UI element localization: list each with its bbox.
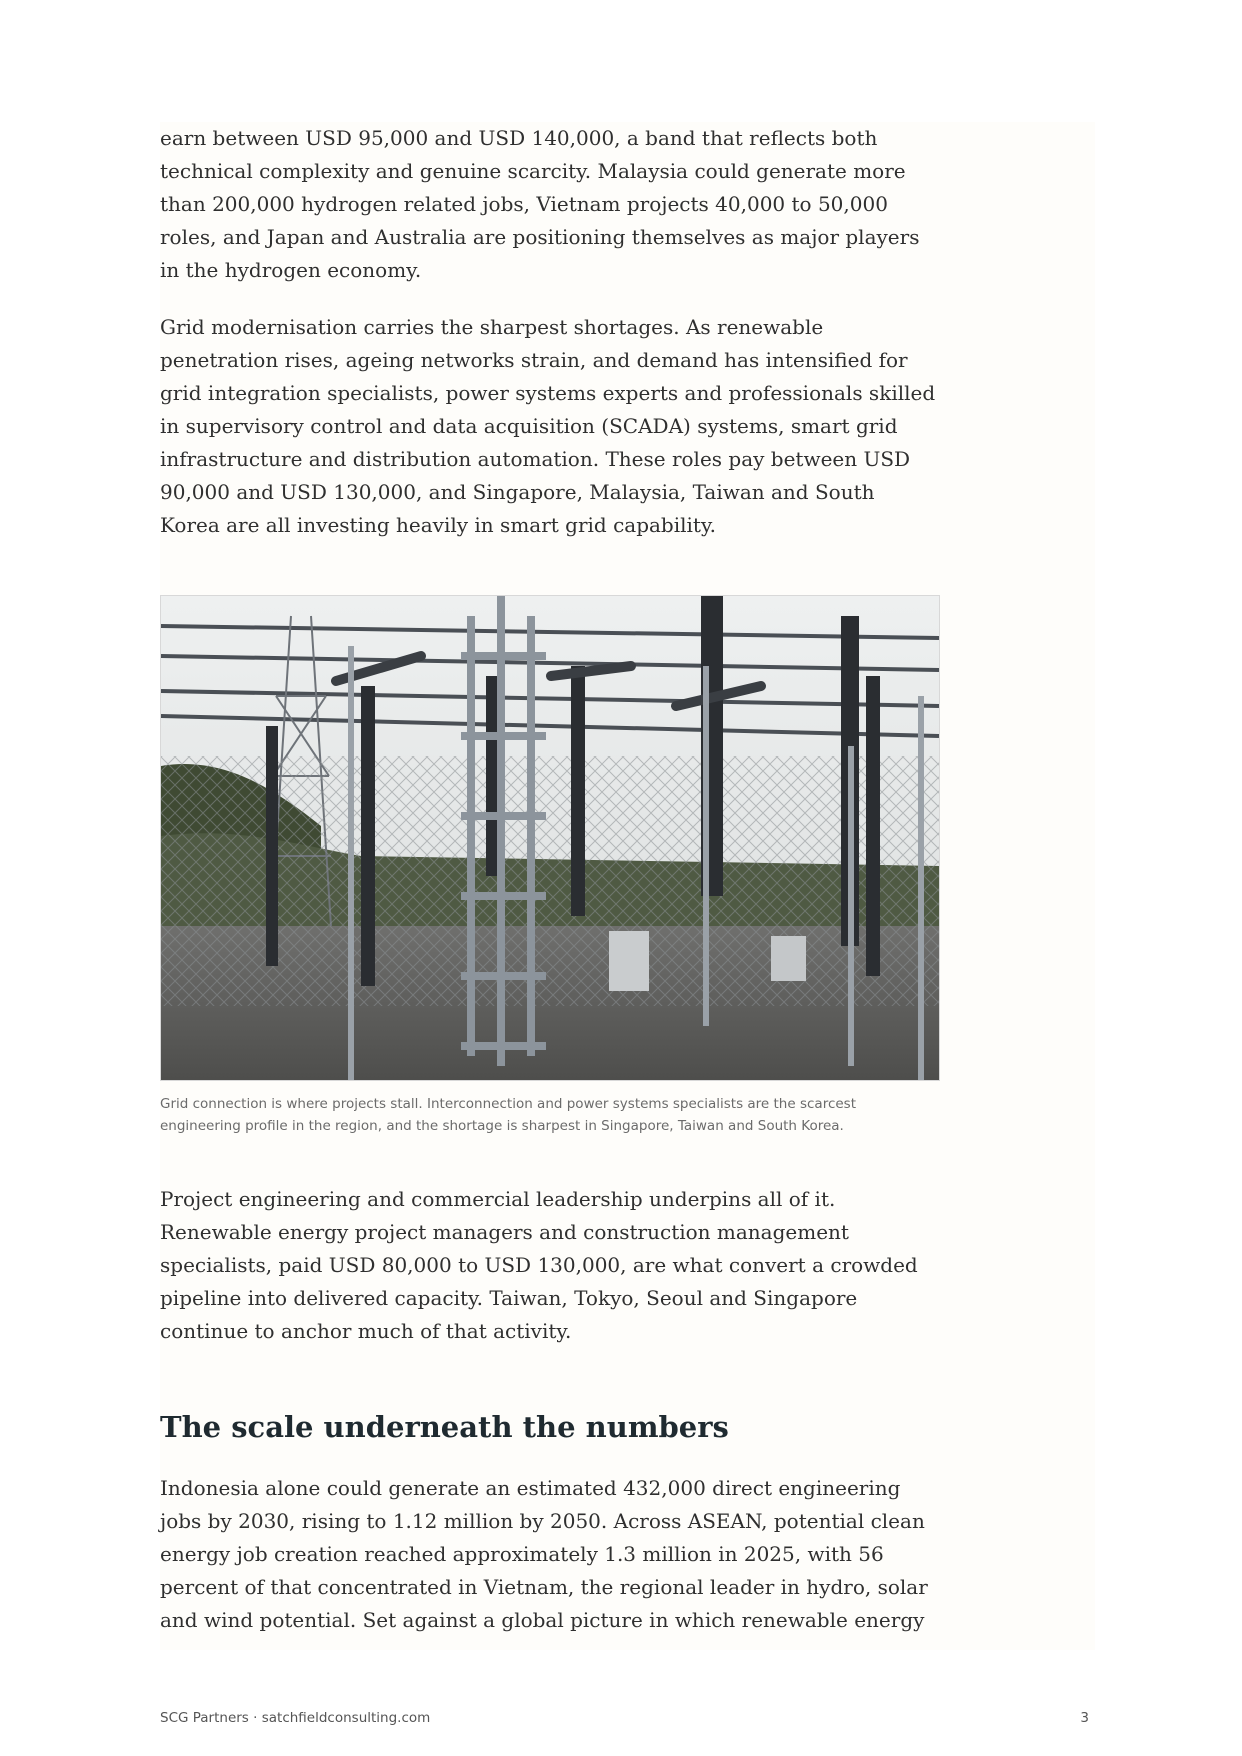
figure-caption: Grid connection is where projects stall. Interconnection and power systems specialists are the scarcest engineering profile in the region, and the shortage is sharpest in Singapore, Taiwan and South Korea.: [160, 1096, 857, 1134]
paragraph: Project engineering and commercial leadership underpins all of it. Renewable energy project managers and construction management specialists, paid USD 80,000 to USD 130,000, are what convert a crowded pipeline into delivered capacity. Taiwan, Tokyo, Seoul and Singapore continue to anchor much of that activity.: [160, 1187, 918, 1343]
paragraph: earn between USD 95,000 and USD 140,000, a band that reflects both technical complexity and genuine scarcity. Malaysia could generate more than 200,000 hydrogen related jobs, Vietnam projects 40,000 to 50,000 roles, and Japan and Australia are positioning themselves as major players in the hydrogen economy.: [160, 126, 920, 282]
bottom-text: [160, 1472, 940, 1637]
section-heading: The scale underneath the numbers: [160, 1410, 729, 1444]
substation-photo: [160, 595, 940, 1081]
footer-source: SCG Partners · satchfieldconsulting.com: [160, 1710, 431, 1726]
middle-text: [160, 1183, 940, 1348]
paragraph: Grid modernisation carries the sharpest shortages. As renewable penetration rises, ageing networks strain, and demand has intensified for grid integration specialists, power systems experts and professionals skilled in supervisory control and data acquisition (SCADA) systems, smart grid infrastructure and distribution automation. These roles pay between USD 90,000 and USD 130,000, and Singapore, Malaysia, Taiwan and South Korea are all investing heavily in smart grid capability.: [160, 315, 936, 537]
page-number: 3: [1080, 1710, 1089, 1726]
top-text: [160, 122, 940, 542]
paragraph: Indonesia alone could generate an estimated 432,000 direct engineering jobs by 2030, rising to 1.12 million by 2050. Across ASEAN, potential clean energy job creation reached approximately 1.3 million in 2025, with 56 percent of that concentrated in Vietnam, the regional leader in hydro, solar and wind potential. Set against a global picture in which renewable energy: [160, 1476, 928, 1632]
